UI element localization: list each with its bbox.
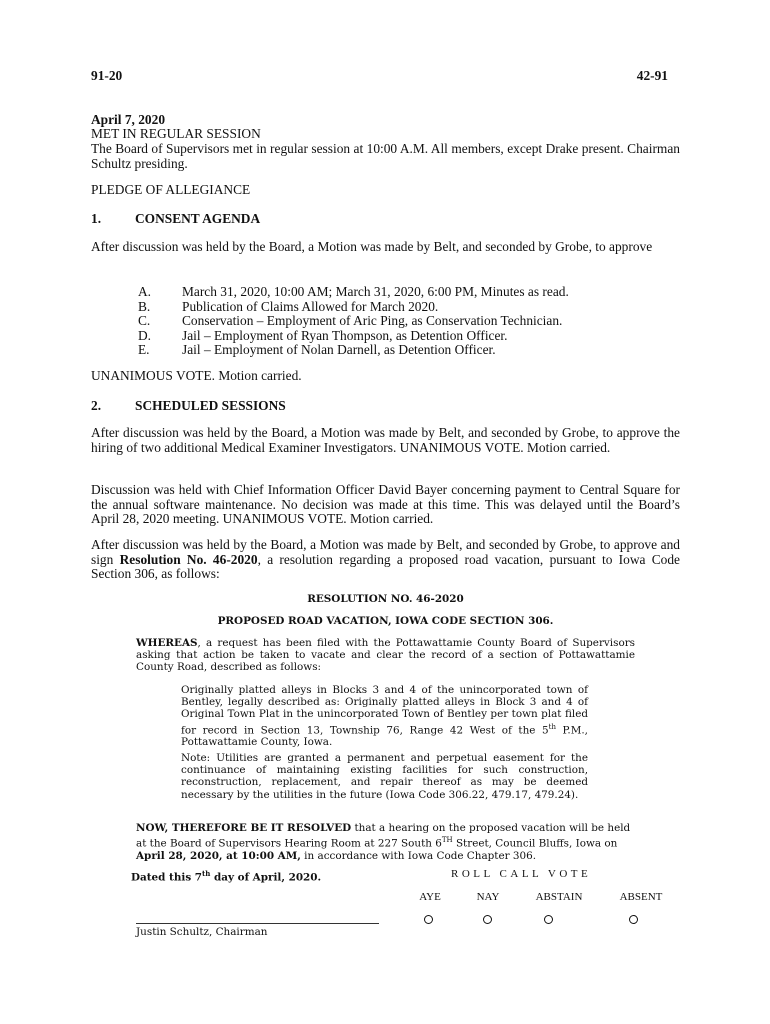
consent-items-list <box>91 285 680 358</box>
section-2-number: 2. <box>91 398 102 413</box>
consent-item: C. Conservation – Employment of Aric Ping, as Conservation Technician. <box>138 313 563 329</box>
resolution-title: RESOLUTION NO. 46-2020 <box>307 593 464 605</box>
section-2-paragraph-2: Discussion was held with Chief Information Officer David Bayer concerning payment to Central Square for the annual software maintenance. No decision was made at this time. This was delayed until the Board’s April 28, 2020 meeting. UNANIMOUS VOTE. Motion carried. <box>91 482 680 527</box>
resolution-reference: Resolution No. 46-2020 <box>119 551 258 567</box>
vote-column-aye: AYE <box>419 891 441 903</box>
roll-call-heading: ROLL CALL VOTE <box>451 868 592 880</box>
meeting-date: April 7, 2020 <box>91 112 166 127</box>
legal-description: Originally platted alleys in Blocks 3 and 4 of the unincorporated town of Bentley, legally described as: Originally platted alleys in Block 3 and 4 of Original Town Plat in the unincorporated Town of Bentley per town plat filed for record in Section 13, Township 76, Range 42 West of the 5th P.M., Pottawattamie County, Iowa. <box>181 684 588 749</box>
session-heading: MET IN REGULAR SESSION <box>91 126 261 141</box>
pledge-heading: PLEDGE OF ALLEGIANCE <box>91 182 251 197</box>
resolved-clause: NOW, THEREFORE BE IT RESOLVED that a hearing on the proposed vacation will be held at the Board of Supervisors Hearing Room at 227 South 6TH Street, Council Bluffs, Iowa on April 28, 2020, at 10:00 AM, in accordance with Iowa Code Chapter 306. <box>136 822 631 862</box>
section-1-title: CONSENT AGENDA <box>135 211 261 226</box>
abstain-circle-icon[interactable] <box>544 915 553 924</box>
signer-name: Justin Schultz, Chairman <box>136 926 268 938</box>
whereas-clause: WHEREAS, a request has been filed with the Pottawattamie County Board of Supervisors asking that action be taken to vacate and clear the record of a section of Pottawattamie County Road, described as follows: <box>136 637 635 674</box>
section-2-heading <box>91 399 680 414</box>
consent-item: B. Publication of Claims Allowed for March 2020. <box>138 298 439 314</box>
nay-circle-icon[interactable] <box>483 915 492 924</box>
consent-item: E. Jail – Employment of Nolan Darnell, as Detention Officer. <box>138 342 496 358</box>
section-2-title: SCHEDULED SESSIONS <box>135 398 286 413</box>
section-2-paragraph-3: After discussion was held by the Board, a Motion was made by Belt, and seconded by Grobe, to approve and sign Resolution No. 46-2020, a resolution regarding a proposed road vacation, pursuant to Iowa Code Section 306, as follows: <box>91 537 680 582</box>
page-number-left: 91-20 <box>91 68 123 83</box>
section-1-intro: After discussion was held by the Board, a Motion was made by Belt, and seconded by Grobe, to approve <box>91 239 653 254</box>
vote-column-absent: ABSENT <box>619 891 663 903</box>
section-1-heading <box>91 212 680 227</box>
session-text: The Board of Supervisors met in regular session at 10:00 A.M. All members, except Drake present. Chairman Schultz presiding. <box>91 141 680 171</box>
dated-line: Dated this 7th day of April, 2020. <box>131 869 322 884</box>
resolution-subtitle: PROPOSED ROAD VACATION, IOWA CODE SECTION 306. <box>217 615 554 627</box>
section-1-number: 1. <box>91 211 102 226</box>
section-2-paragraph-1: After discussion was held by the Board, a Motion was made by Belt, and seconded by Grobe, to approve the hiring of two additional Medical Examiner Investigators. UNANIMOUS VOTE. Motion carried. <box>91 425 680 455</box>
vote-column-abstain: ABSTAIN <box>535 891 583 903</box>
consent-item: A. March 31, 2020, 10:00 AM; March 31, 2020, 6:00 PM, Minutes as read. <box>138 284 569 299</box>
section-1-result: UNANIMOUS VOTE. Motion carried. <box>91 368 302 383</box>
aye-circle-icon[interactable] <box>424 915 433 924</box>
page-number-right: 42-91 <box>636 68 668 83</box>
vote-column-nay: NAY <box>476 891 500 903</box>
signature-line <box>136 923 379 924</box>
consent-item: D. Jail – Employment of Ryan Thompson, as Detention Officer. <box>138 327 508 343</box>
absent-circle-icon[interactable] <box>629 915 638 924</box>
utilities-note: Note: Utilities are granted a permanent and perpetual easement for the continuance of maintaining existing facilities for such construction, reconstruction, replacement, and repair thereof as may be deemed necessary by the utilities in the future (Iowa Code 306.22, 479.17, 479.24). <box>181 752 588 801</box>
